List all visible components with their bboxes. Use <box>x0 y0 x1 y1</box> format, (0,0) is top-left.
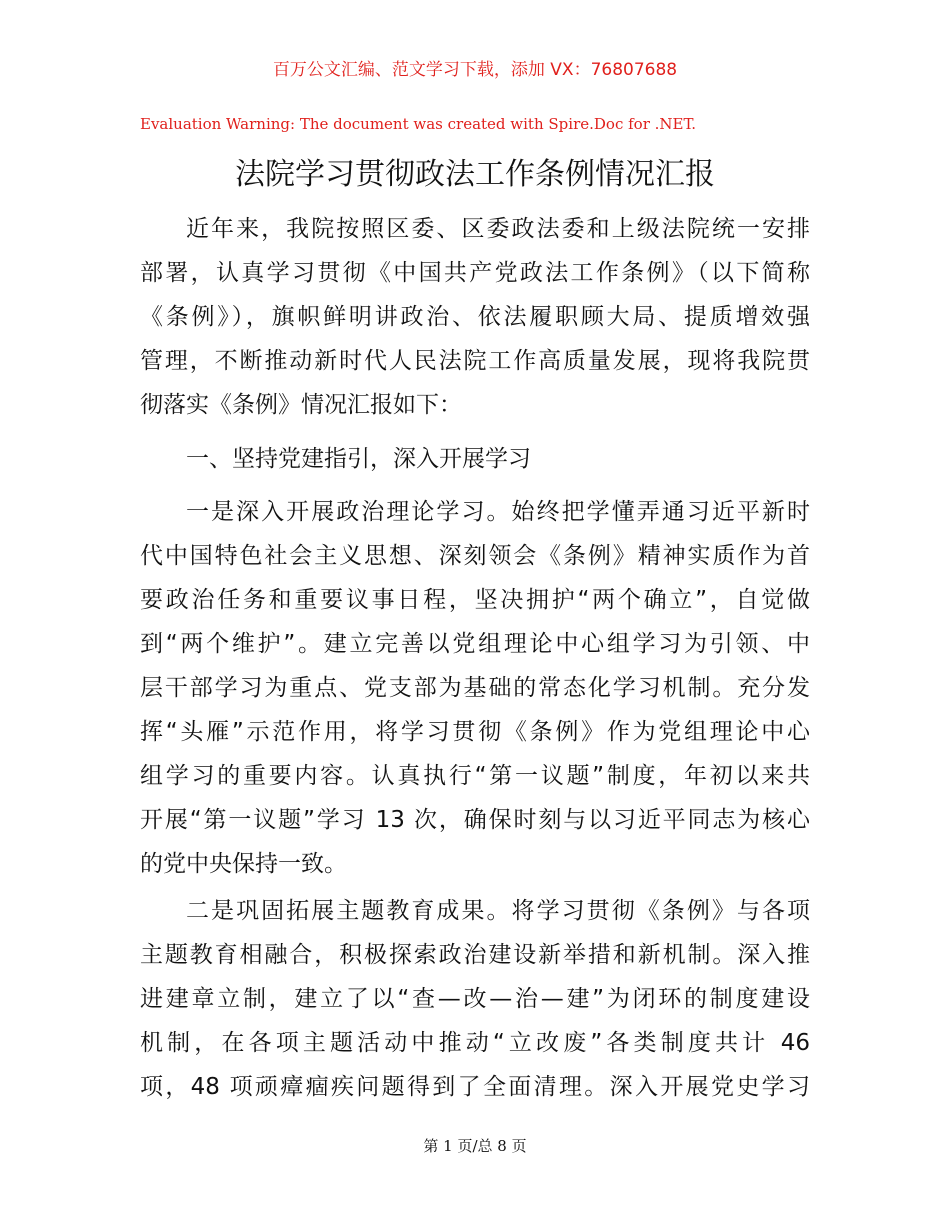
evaluation-warning: Evaluation Warning: The document was created with Spire.Doc for .NET. <box>140 115 697 133</box>
paragraph-theme-education <box>140 889 810 1109</box>
text-line: 《条例》），旗帜鲜明讲政治、依法履职顾大局、提质增效强 <box>140 304 810 330</box>
text-line: 层干部学习为重点、党支部为基础的常态化学习机制。充分发 <box>140 675 810 701</box>
text-line: 管理，不断推动新时代人民法院工作高质量发展，现将我院贯 <box>140 348 810 374</box>
text-line: 挥“头雁”示范作用，将学习贯彻《条例》作为党组理论中心 <box>140 719 810 745</box>
text-line: 一是深入开展政治理论学习。始终把学懂弄通习近平新时 <box>186 499 810 525</box>
text-line: 的党中央保持一致。 <box>140 851 347 877</box>
text-line: 部署，认真学习贯彻《中国共产党政法工作条例》（以下简称 <box>140 260 810 286</box>
text-line: 开展“第一议题”学习 13 次，确保时刻与以习近平同志为核心 <box>140 807 810 833</box>
text-line: 主题教育相融合，积极探索政治建设新举措和新机制。深入推 <box>140 942 810 968</box>
text-line: 二是巩固拓展主题教育成果。将学习贯彻《条例》与各项 <box>186 898 810 924</box>
text-line: 进建章立制，建立了以“查—改—治—建”为闭环的制度建设 <box>140 986 810 1012</box>
text-line: 到“两个维护”。建立完善以党组理论中心组学习为引领、中 <box>140 631 810 657</box>
intro-paragraph <box>140 207 810 427</box>
text-line: 近年来，我院按照区委、区委政法委和上级法院统一安排 <box>186 216 810 242</box>
text-line: 组学习的重要内容。认真执行“第一议题”制度，年初以来共 <box>140 763 810 789</box>
page-indicator: 第 1 页/总 8 页 <box>423 1137 527 1155</box>
section-heading <box>140 437 810 481</box>
header-banner: 百万公文汇编、范文学习下载，添加 VX：76807688 <box>272 60 678 80</box>
text-line: 代中国特色社会主义思想、深刻领会《条例》精神实质作为首 <box>140 543 810 569</box>
document-title: 法院学习贯彻政法工作条例情况汇报 <box>235 157 715 192</box>
text-line: 彻落实《条例》情况汇报如下： <box>140 392 462 418</box>
section-heading-text: 一、坚持党建指引，深入开展学习 <box>186 446 531 472</box>
paragraph-political-study <box>140 490 810 886</box>
text-line: 项，48 项顽瘴痼疾问题得到了全面清理。深入开展党史学习 <box>140 1074 810 1100</box>
text-line: 要政治任务和重要议事日程，坚决拥护“两个确立”，自觉做 <box>140 587 810 613</box>
text-line: 机制，在各项主题活动中推动“立改废”各类制度共计 46 <box>140 1030 810 1056</box>
